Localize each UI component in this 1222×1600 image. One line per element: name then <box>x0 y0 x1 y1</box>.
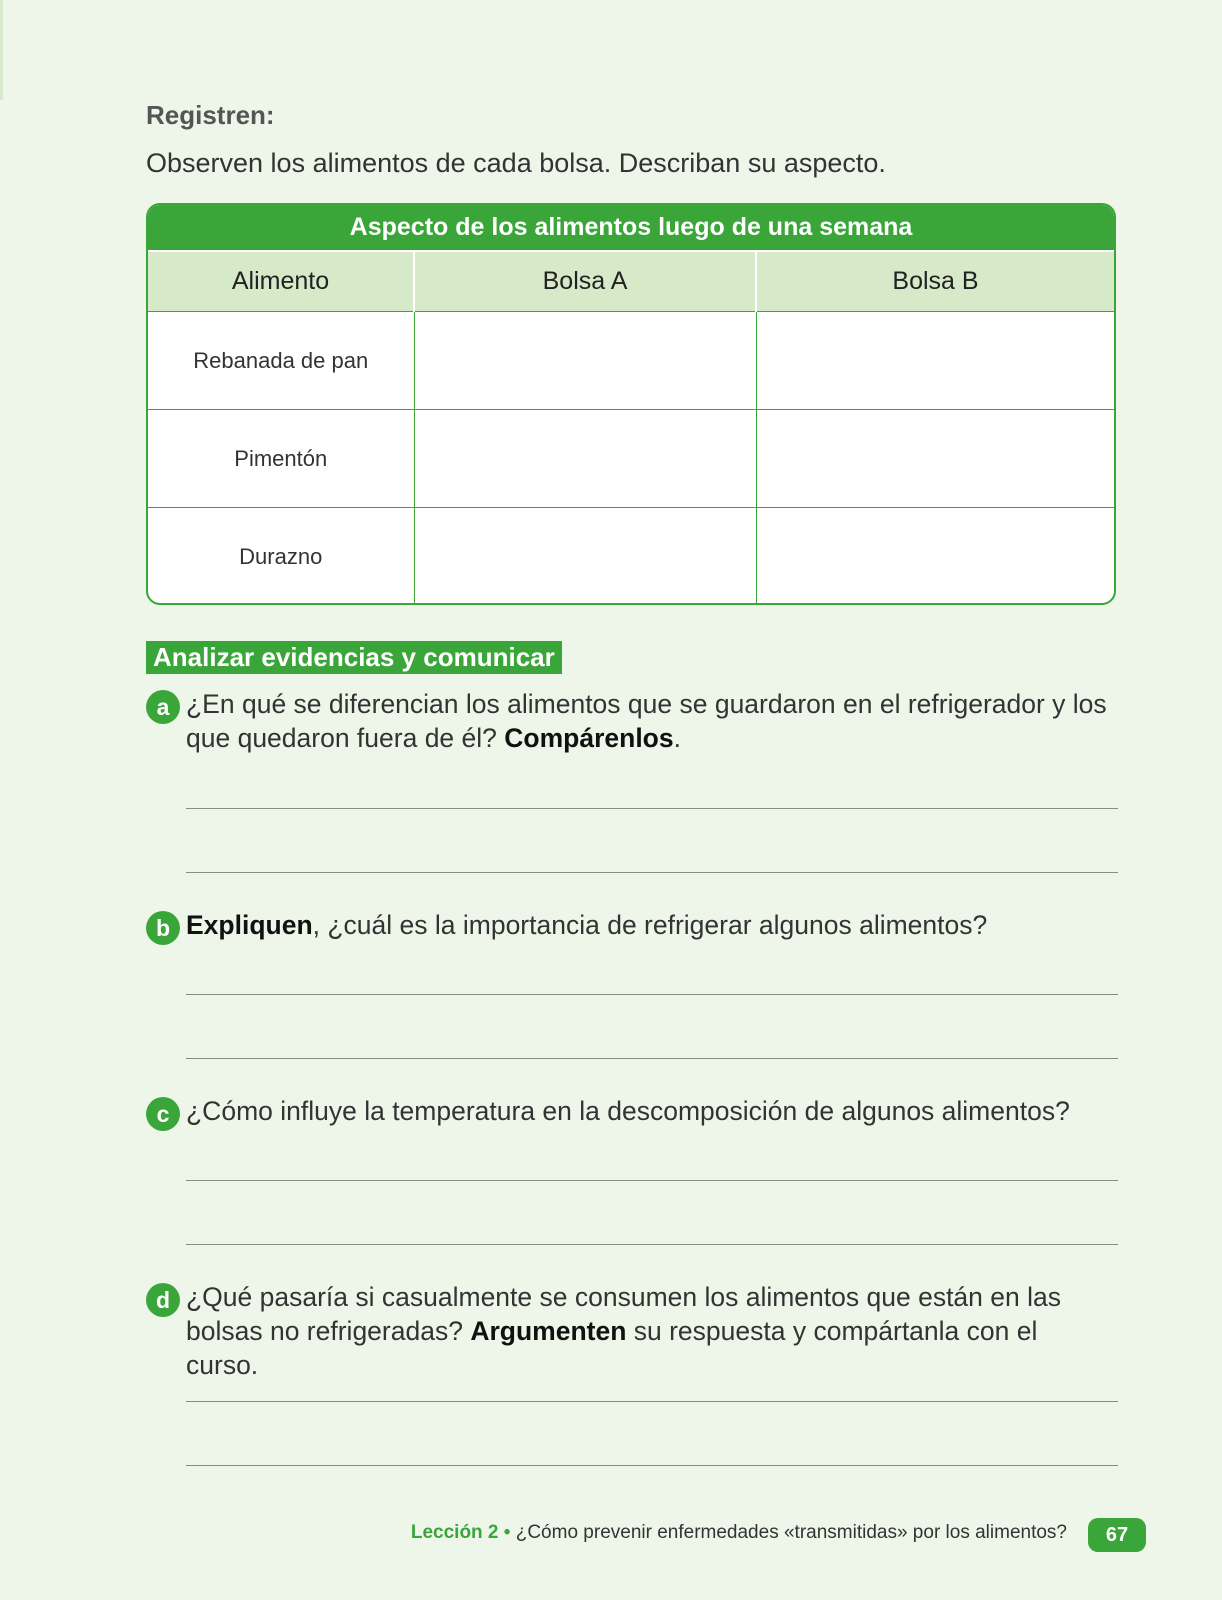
question-letter-badge: b <box>146 911 180 945</box>
page-number-badge: 67 <box>1088 1518 1146 1552</box>
column-header-bolsa-a: Bolsa A <box>414 251 756 312</box>
answer-line[interactable] <box>186 1180 1118 1181</box>
column-header-alimento: Alimento <box>148 251 414 312</box>
question-letter-badge: d <box>146 1283 180 1317</box>
answer-line[interactable] <box>186 994 1118 995</box>
question-letter-badge: a <box>146 690 180 724</box>
section-banner: Analizar evidencias y comunicar <box>146 641 562 674</box>
table-header-row <box>148 251 1114 312</box>
bolsa-b-answer-cell[interactable] <box>756 410 1114 508</box>
question-text: Expliquen, ¿cuál es la importancia de refrigerar algunos alimentos? <box>186 910 988 940</box>
bolsa-a-answer-cell[interactable] <box>414 508 756 606</box>
food-cell: Pimentón <box>148 410 414 508</box>
table-row <box>148 312 1114 410</box>
table-row <box>148 410 1114 508</box>
bolsa-b-answer-cell[interactable] <box>756 508 1114 606</box>
column-header-bolsa-b: Bolsa B <box>756 251 1114 312</box>
answer-line[interactable] <box>186 1058 1118 1059</box>
food-cell: Rebanada de pan <box>193 347 369 373</box>
table-title: Aspecto de los alimentos luego de una semana <box>148 205 1114 250</box>
answer-line[interactable] <box>186 1244 1118 1245</box>
answer-line[interactable] <box>186 872 1118 873</box>
activity-heading: Registren: <box>146 100 275 130</box>
question-letter-badge: c <box>146 1097 180 1131</box>
page-edge-mark <box>0 0 3 100</box>
bolsa-a-answer-cell[interactable] <box>414 410 756 508</box>
table-row <box>148 508 1114 606</box>
observation-table <box>146 203 1116 605</box>
lesson-title: ¿Cómo prevenir enfermedades «transmitidas» por los alimentos? <box>515 1522 1067 1543</box>
question-text: ¿En qué se diferencian los alimentos que se guardaron en el refrigerador y los que quedaron fuera de él? Compárenlos. <box>186 689 1107 753</box>
answer-line[interactable] <box>186 1401 1118 1402</box>
page-footer <box>411 1522 1067 1544</box>
food-cell: Durazno <box>148 508 414 606</box>
bolsa-a-answer-cell[interactable] <box>414 312 756 410</box>
answer-line[interactable] <box>186 808 1118 809</box>
lesson-label: Lección 2 <box>410 1522 499 1543</box>
activity-instructions: Observen los alimentos de cada bolsa. Describan su aspecto. <box>146 148 886 178</box>
answer-line[interactable] <box>186 1465 1118 1466</box>
bolsa-b-answer-cell[interactable] <box>756 312 1114 410</box>
question-text: ¿Qué pasaría si casualmente se consumen los alimentos que están en las bolsas no refrigeradas? Argumenten su respuesta y compártanla con el curso. <box>186 1282 1061 1380</box>
footer-separator: • <box>498 1522 516 1543</box>
question-text: ¿Cómo influye la temperatura en la descomposición de algunos alimentos? <box>186 1096 1070 1126</box>
